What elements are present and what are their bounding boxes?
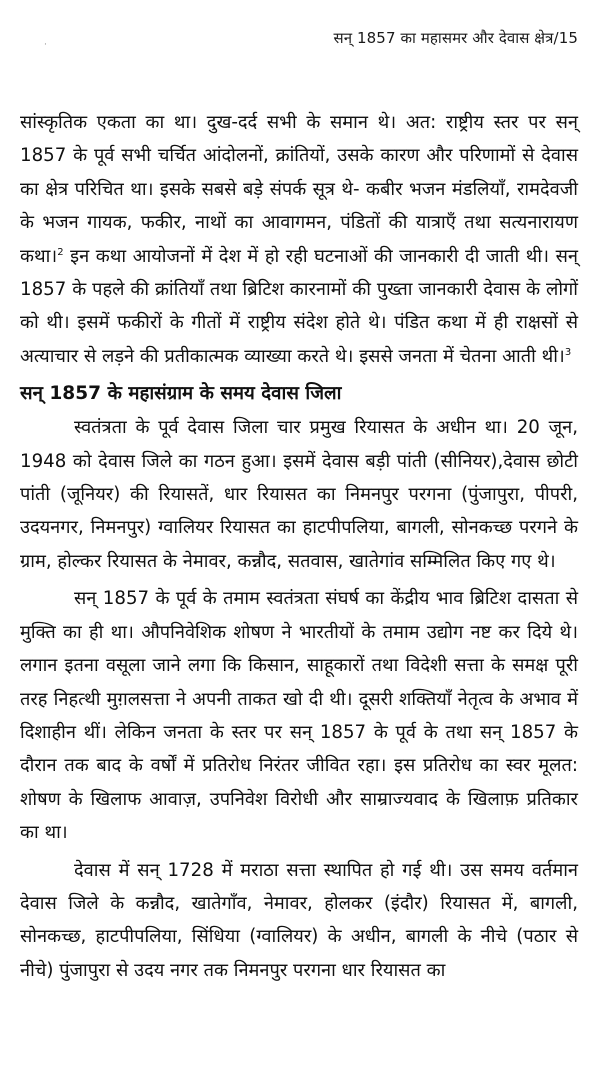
section-heading: सन् 1857 के महासंग्राम के समय देवास जिला (20, 383, 342, 405)
paragraph-3: सन् 1857 के पूर्व के तमाम स्वतंत्रता संघर्ष का केंद्रीय भाव ब्रिटिश दासता से मुक्ति का ही था। औपनिवेशिक शोषण ने भारतीयों के तमाम उद्योग नष्ट कर दिये थे। लगान इतना वसूला जाने लगा कि किसान, साहूकारों तथा विदेशी सत्ता के समक्ष पूरी तरह निहत्थी मुग़लसत्ता ने अपनी ताकत खो दी थी। दूसरी शक्तियाँ नेतृत्व के अभाव में दिशाहीन थीं। लेकिन जनता के स्तर पर सन् 1857 के पूर्व के तथा सन् 1857 के दौरान तक बाद के वर्षों में प्रतिरोध निरंतर जीवित रहा। इस प्रतिरोध का स्वर मूलत: शोषण के खिलाफ आवाज़, उपनिवेश विरोधी और साम्राज्यवाद के खिलाफ़ प्रतिकार का था। (20, 588, 578, 844)
footnote-marker-2: 2 (57, 246, 64, 258)
body-text (20, 106, 578, 987)
running-header: सन् 1857 का महासमर और देवास क्षेत्र/15 (333, 29, 578, 47)
footnote-marker-3: 3 (564, 346, 572, 358)
paragraph-1 (20, 106, 578, 373)
paragraph-1-text-a: सांस्कृतिक एकता का था। दुख-दर्द सभी के समान थे। अत: राष्ट्रीय स्तर पर सन् 1857 के पूर्व सभी चर्चित आंदोलनों, क्रांतियों, उसके कारण और परिणामों से देवास का क्षेत्र परिचित था। इसके सबसे बड़े संपर्क सूत्र थे- कबीर भजन मंडलियाँ, रामदेवजी के भजन गायक, फकीर, नाथों का आवागमन, पंडितों की यात्राएँ तथा सत्यनारायण कथा। (20, 112, 578, 267)
paragraph-4: देवास में सन् 1728 में मराठा सत्ता स्थापित हो गई थी। उस समय वर्तमान देवास जिले के कन्नौद, खातेगाँव, नेमावर, होलकर (इंदौर) रियासत में, बागली, सोनकच्छ, हाटपीपलिया, सिंधिया (ग्वालियर) के अधीन, बागली के नीचे (पठार से नीचे) पुंजापुरा से उदय नगर तक निमनपुर परगना धार रियासत का (20, 859, 578, 981)
corner-mark: · (44, 40, 47, 50)
paragraph-1-text-b: इन कथा आयोजनों में देश में हो रही घटनाओं की जानकारी दी जाती थी। सन् 1857 के पहले की क्रांतियाँ तथा ब्रिटिश कारनामों की पुख्ता जानकारी देवास के लोगों को थी। इसमें फकीरों के गीतों में राष्ट्रीय संदेश होते थे। पंडित कथा में ही राक्षसों से अत्याचार से लड़ने की प्रतीकात्मक व्याख्या करते थे। इससे जनता में चेतना आती थी। (20, 245, 578, 367)
paragraph-2: स्वतंत्रता के पूर्व देवास जिला चार प्रमुख रियासत के अधीन था। 20 जून, 1948 को देवास जिले का गठन हुआ। इसमें देवास बड़ी पांती (सीनियर),देवास छोटी पांती (जूनियर) की रियासतें, धार रियासत का निमनपुर परगना (पुंजापुरा, पीपरी, उदयनगर, निमनपुर) ग्वालियर रियासत का हाटपीपलिया, बागली, सोनकच्छ परगने के ग्राम, होल्कर रियासत के नेमावर, कन्नौद, सतवास, खातेगांव सम्मिलित किए गए थे। (20, 417, 578, 572)
